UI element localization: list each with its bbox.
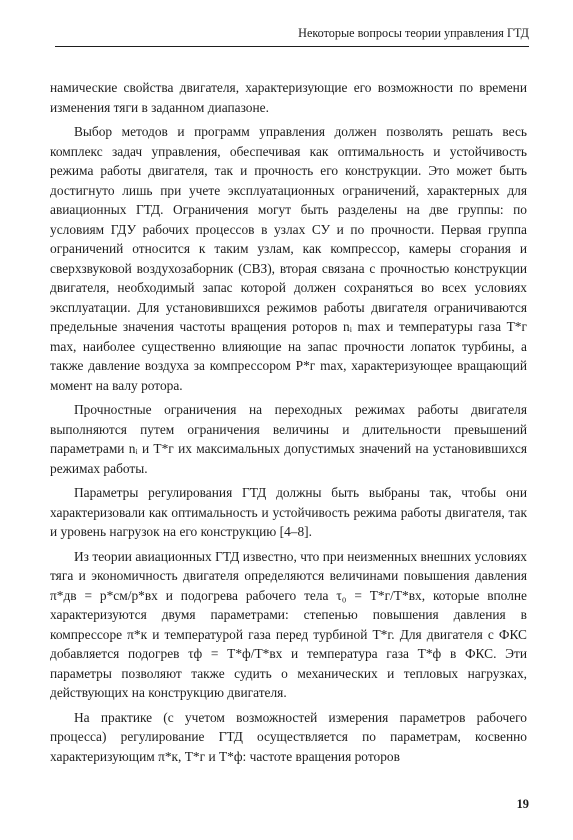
running-head: Некоторые вопросы теории управления ГТД: [298, 26, 529, 40]
header-rule: [55, 46, 529, 47]
paragraph-1: намические свойства двигателя, характеризующие его возможности по времени изменения тяги в заданном диапазоне.: [50, 80, 527, 115]
paragraph-3: Прочностные ограничения на переходных режимах работы двигателя выполняются путем ограничения величины и длительности превышений параметрами nᵢ и T*г их максимальных допустимых значений на установившихся режимах работы.: [50, 402, 527, 476]
paragraph-4: Параметры регулирования ГТД должны быть выбраны так, чтобы они характеризовали как оптимальность и устойчивость режима работы двигателя, так и уровень нагрузок на его конструкцию [4–8].: [50, 485, 527, 539]
paragraph-6: На практике (с учетом возможностей измерения параметров рабочего процесса) регулирование ГТД осуществляется по параметрам, косвенно характеризующим π*к, T*г и T*ф: частоте вращения роторов: [50, 709, 527, 764]
body-text: [50, 78, 527, 771]
paragraph-5: Из теории авиационных ГТД известно, что при неизменных внешних условиях тяга и экономичность двигателя определяются величинами повышения давления π*дв = p*см/p*вх и подогрева рабочего тела τ₀ = T*г/T*вх, которые вполне характеризуются двумя параметрами: степенью повышения давления в компрессоре π*к и температурой газа перед турбиной T*г. Для двигателя с ФКС добавляется подогрев τф = T*ф/T*вх и температура газа T*ф в ФКС. Эти параметры позволяют также судить о механических и тепловых нагрузках, действующих на конструкцию двигателя.: [50, 548, 527, 700]
paragraph-2: Выбор методов и программ управления должен позволять решать весь комплекс задач управления, обеспечивая как оптимальность и устойчивость режима работы двигателя, так и прочность его конструкции. Это может быть достигнуто лишь при учете эксплуатационных ограничений, характерных для авиационных ГТД. Ограничения могут быть разделены на две группы: по условиям ГДУ рабочих процессов в узлах СУ и по прочности. Первая группа ограничений относится к таким узлам, как компрессор, камеры сгорания и сверхзвуковой воздухозаборник (СВЗ), вторая связана с прочностью конструкции двигателя, необходимый запас которой должен сохраняться во всех условиях эксплуатации. Для установившихся режимов работы двигателя ограничиваются предельные значения частоты вращения роторов nᵢ max и температуры газа T*г max, наиболее существенно влияющие на запас прочности лопаток турбины, а также давление воздуха за компрессором P*г max, характеризующее вращающий момент на валу ротора.: [50, 124, 527, 393]
page-number: 19: [516, 797, 529, 811]
